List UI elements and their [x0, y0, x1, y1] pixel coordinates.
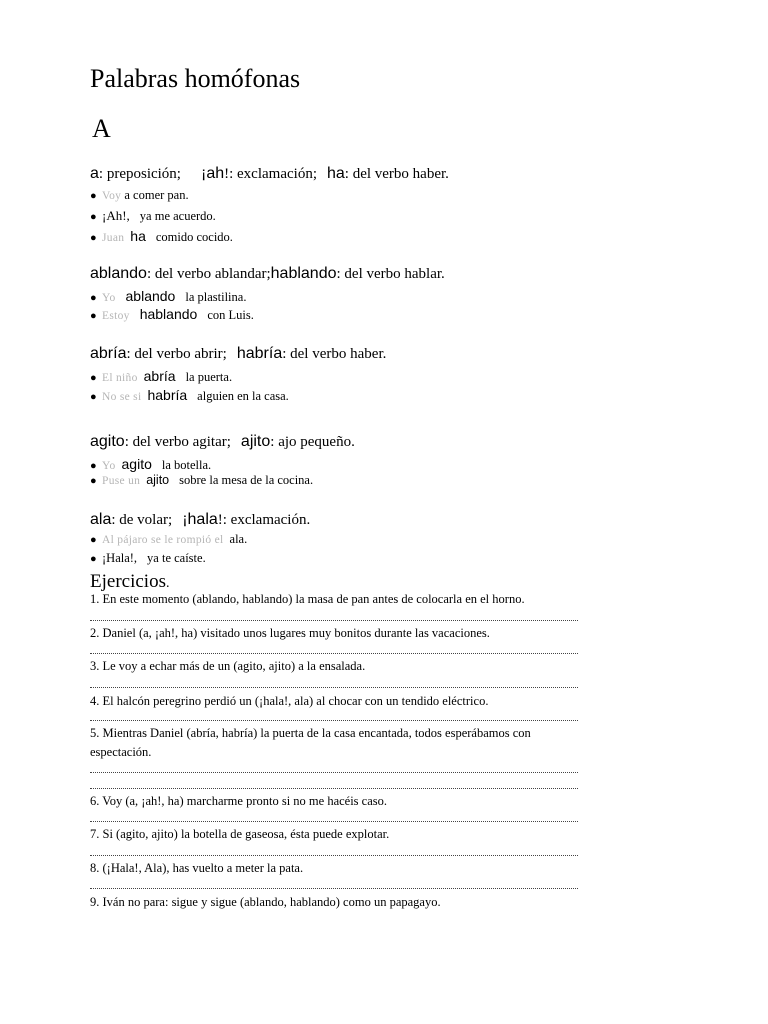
- example-word: ¡Hala!,: [102, 551, 138, 565]
- headword: agito: [90, 433, 125, 450]
- faint-text: Voy: [102, 190, 122, 202]
- bullet-icon: ●: [90, 534, 97, 546]
- bullet-icon: ●: [90, 553, 97, 565]
- headword: hablando: [270, 265, 337, 282]
- example-text: ala.: [229, 532, 248, 546]
- answer-line: [90, 888, 578, 889]
- example-word: ajito: [146, 473, 170, 487]
- answer-line: [90, 821, 578, 822]
- example-line: [90, 368, 232, 385]
- definition: : del verbo agitar;: [124, 434, 231, 450]
- exercise-item: 1. En este momento (ablando, hablando) la masa de pan antes de colocarla en el horno.: [90, 592, 525, 606]
- definition: : del verbo hablar.: [336, 266, 445, 282]
- exercise-item: 7. Si (agito, ajito) la botella de gaseosa, ésta puede explotar.: [90, 827, 390, 841]
- answer-line: [90, 653, 578, 654]
- exercise-item: 3. Le voy a echar más de un (agito, ajito) a la ensalada.: [90, 659, 366, 673]
- example-text: comido cocido.: [155, 230, 233, 244]
- definition: !: exclamación;: [224, 166, 317, 182]
- example-line: [90, 473, 313, 488]
- example-word: abría: [143, 368, 176, 384]
- example-word: a: [124, 188, 130, 202]
- example-line: [90, 551, 206, 566]
- example-word: hablando: [139, 306, 198, 322]
- example-text: la puerta.: [185, 370, 233, 384]
- bullet-icon: ●: [90, 292, 97, 304]
- exercise-item-continued: espectación.: [90, 745, 152, 759]
- bullet-icon: ●: [90, 310, 97, 322]
- faint-text: Yo: [102, 460, 116, 472]
- bullet-icon: ●: [90, 372, 97, 384]
- definition: : del verbo ablandar;: [146, 266, 271, 282]
- example-text: ya te caíste.: [147, 551, 206, 565]
- example-line: [90, 228, 233, 245]
- answer-line: [90, 720, 578, 721]
- example-word: ¡Ah!,: [102, 208, 130, 223]
- exercises-title: Ejercicios: [90, 571, 166, 592]
- definition-line-a: [90, 165, 449, 183]
- exercises-title-suffix: .: [165, 576, 170, 591]
- section-letter: A: [92, 114, 111, 143]
- faint-text: El niño: [102, 372, 138, 384]
- definition-line-abria: [90, 345, 386, 363]
- headword: abría: [90, 345, 127, 362]
- faint-text: Al pájaro se le rompió el: [102, 534, 224, 546]
- exercise-item: 8. (¡Hala!, Ala), has vuelto a meter la pata.: [90, 861, 304, 875]
- definition-line-ala: [90, 511, 310, 529]
- answer-line: [90, 788, 578, 789]
- example-line: [90, 306, 254, 323]
- definition-line-agito: [90, 433, 355, 451]
- example-word: ablando: [125, 288, 176, 304]
- exercises-heading: [90, 571, 169, 593]
- exercise-item: 9. Iván no para: sigue y sigue (ablando, hablando) como un papagayo.: [90, 895, 441, 909]
- faint-text: Puse un: [102, 475, 141, 487]
- answer-line: [90, 687, 578, 688]
- headword: ajito: [240, 433, 271, 450]
- faint-text: Juan: [102, 232, 125, 244]
- headword: ha: [326, 165, 345, 182]
- definition: : ajo pequeño.: [270, 434, 355, 450]
- example-line: [90, 387, 289, 404]
- example-word: ha: [130, 228, 146, 244]
- example-text: sobre la mesa de la cocina.: [179, 473, 314, 487]
- exercise-item: 4. El halcón peregrino perdió un (¡hala!, ala) al chocar con un tendido eléctrico.: [90, 694, 489, 708]
- page-title: Palabras homófonas: [90, 64, 301, 93]
- example-line: [90, 532, 247, 547]
- bullet-icon: ●: [90, 475, 97, 487]
- definition: : preposición;: [98, 166, 181, 182]
- bullet-icon: ●: [90, 460, 97, 472]
- example-text: con Luis.: [207, 308, 254, 322]
- example-line: [90, 456, 211, 473]
- definition: !: exclamación.: [217, 512, 311, 528]
- faint-text: Estoy: [102, 310, 130, 322]
- bullet-icon: ●: [90, 391, 97, 403]
- example-text: alguien en la casa.: [197, 389, 289, 403]
- example-text: ya me acuerdo.: [139, 209, 216, 223]
- headword: ala: [90, 511, 112, 528]
- headword: ¡ah: [200, 165, 225, 182]
- definition: : del verbo haber.: [282, 346, 387, 362]
- example-word: habría: [147, 387, 188, 403]
- bullet-icon: ●: [90, 232, 97, 244]
- example-line: [90, 188, 189, 203]
- faint-text: Yo: [102, 292, 116, 304]
- faint-text: No se si: [102, 391, 142, 403]
- bullet-icon: ●: [90, 211, 97, 223]
- example-text: la plastilina.: [185, 290, 247, 304]
- example-line: [90, 208, 216, 224]
- definition: : del verbo haber.: [344, 166, 449, 182]
- example-text: la botella.: [161, 458, 212, 472]
- answer-line: [90, 620, 578, 621]
- exercise-item: 2. Daniel (a, ¡ah!, ha) visitado unos lugares muy bonitos durante las vacaciones.: [90, 626, 490, 640]
- definition-line-ablando: [90, 265, 445, 283]
- exercise-item: 6. Voy (a, ¡ah!, ha) marcharme pronto si no me hacéis caso.: [90, 794, 388, 808]
- headword: ¡hala: [182, 511, 218, 528]
- headword: ablando: [90, 265, 147, 282]
- example-line: [90, 288, 246, 305]
- answer-line: [90, 772, 578, 773]
- example-text: comer pan.: [133, 188, 189, 202]
- headword: a: [90, 165, 99, 182]
- definition: : del verbo abrir;: [126, 346, 227, 362]
- headword: habría: [236, 345, 283, 362]
- definition: : de volar;: [111, 512, 173, 528]
- exercise-item: 5. Mientras Daniel (abría, habría) la puerta de la casa encantada, todos esperábamos con: [90, 726, 531, 740]
- bullet-icon: ●: [90, 190, 97, 202]
- example-word: agito: [121, 456, 152, 472]
- answer-line: [90, 855, 578, 856]
